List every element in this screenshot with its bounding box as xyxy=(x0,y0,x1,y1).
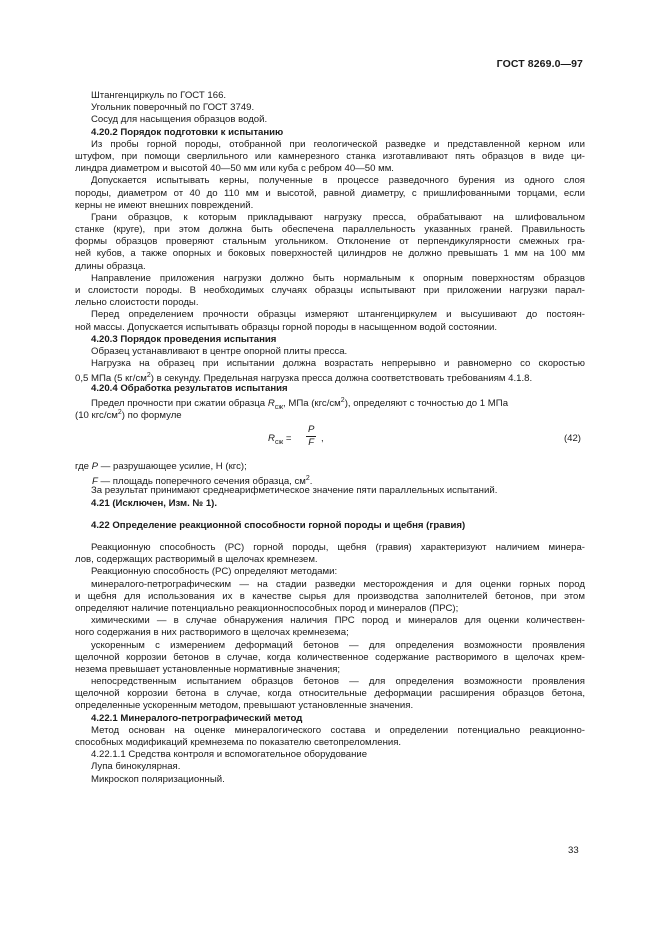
text-line: Перед определением прочности образцы измеряют штангенциркулем и высушивают до постоян- xyxy=(91,309,585,321)
text-line: ускоренным с измерением деформаций бетонов — для определения возможности проявления xyxy=(91,639,585,651)
equals-sign: = xyxy=(283,433,292,445)
text-line: Штангенциркуль по ГОСТ 166. xyxy=(91,90,227,101)
text-line: способных модификаций кремнезема по показателю светопреломления. xyxy=(75,737,402,748)
text-line xyxy=(75,395,585,411)
text-line: штуфом, при помощи сверлильного или камнерезного станка изготавливают пять образцов в виде ци- xyxy=(75,150,585,162)
text-fragment: — площадь поперечного сечения образца, см xyxy=(97,476,306,488)
section-heading: 4.20.4 Обработка результатов испытания xyxy=(91,382,288,394)
section-heading: 4.22.1 Минералого-петрографический метод xyxy=(91,712,303,724)
text-line xyxy=(75,461,585,473)
text-fragment: — разрушающее усилие, Н (кгс); xyxy=(98,461,247,473)
text-line: станке (круге), при этом должна быть обеспечена параллельность указанных граней. Правильность xyxy=(75,224,585,236)
text-line: Реакционную способность (РС) определяют методами: xyxy=(91,566,338,578)
fraction xyxy=(306,424,316,449)
variable: R xyxy=(267,397,275,409)
section-heading: 4.22 Определение реакционной способности горной породы и щебня (гравия) xyxy=(91,519,466,531)
subscript: сж xyxy=(274,438,284,446)
text-line: Лупа бинокулярная. xyxy=(91,761,181,773)
superscript: 2 xyxy=(117,408,122,416)
text-line: непосредственным испытанием образцов бетонов — для определения возможности проявления xyxy=(91,676,585,688)
text-line: керны не имеют внешних повреждений. xyxy=(75,199,254,211)
text-line: Грани образцов, к которым прикладывают нагрузку пресса, обрабатывают на шлифовальном xyxy=(91,211,585,223)
text-line: Образец устанавливают в центре опорной плиты пресса. xyxy=(91,345,348,357)
text-line: Из пробы горной породы, отобранной при геологической разведке и представленной керном или xyxy=(91,138,585,150)
text-line: 4.22.1.1 Средства контроля и вспомогательное оборудование xyxy=(91,749,368,761)
text-line: ней кубов, а также опорных и боковых поверхностей цилиндров не должно превышать 1 мм на 100 мм xyxy=(75,248,585,260)
text-fragment: , МПа (кгс/см xyxy=(283,397,341,409)
text-line: лельно слоистости породы. xyxy=(75,297,199,309)
document-header: ГОСТ 8269.0—97 xyxy=(496,58,583,70)
text-line: определяют наличие потенциально реакционноспособных пород и минералов (ПРС); xyxy=(75,602,459,614)
text-line: и щебня для использования их в качестве сырья для производства заполнителей бетонов, при этом xyxy=(75,590,585,602)
text-line: определенные ускоренным методом, превышают установленные значения. xyxy=(75,700,414,712)
text-fragment: (10 кгс/см xyxy=(75,410,118,422)
text-line: Метод основан на оценке минералогического состава и определении потенциально реакционно- xyxy=(91,724,585,736)
section-heading: 4.21 (Исключен, Изм. № 1). xyxy=(91,497,218,509)
text-fragment: где xyxy=(75,461,92,473)
text-fragment: . xyxy=(309,476,313,488)
text-line: Направление приложения нагрузки должно быть нормальным к опорным поверхностям образцов xyxy=(91,272,585,284)
text-line: длины образца. xyxy=(75,260,146,272)
text-line xyxy=(75,473,585,488)
section-heading: 4.20.3 Порядок проведения испытания xyxy=(91,333,277,345)
text-line: лов, содержащих растворимый в щелочах кремнезем. xyxy=(75,554,318,566)
variable: R xyxy=(268,433,275,445)
text-fragment: ) в секунду. Предельная нагрузка пресса должна соответствовать требованиям 4.1.8. xyxy=(150,373,533,385)
formula-lhs xyxy=(268,433,291,449)
superscript: 2 xyxy=(146,372,151,380)
text-fragment: ), определяют с точностью до 1 МПа xyxy=(344,397,509,409)
text-line: породы, диаметром от 40 до 110 мм и высотой, равной диаметру, с пришлифованными торцами, если xyxy=(75,187,585,199)
text-line: химическими — в случае обнаружения наличия ПРС пород и минералов для оценки количествен- xyxy=(91,615,585,627)
text-line: формы образцов проверяют стальным угольником. Отклонение от перпендикулярности смежных гра- xyxy=(75,236,585,248)
formula-comma: , xyxy=(321,433,324,445)
subscript: сж xyxy=(274,403,284,411)
superscript: 2 xyxy=(305,475,310,483)
variable: F xyxy=(92,476,98,488)
text-line: минералого-петрографическим — на стадии разведки месторождения и для оценки горных пород xyxy=(91,578,585,590)
text-line: линдра диаметром и высотой 40—50 мм или куба с ребром 40—50 мм. xyxy=(75,163,394,175)
text-line: щелочной коррозии бетона в случае, когда относительные деформации расширения образцов бетона, xyxy=(75,688,585,700)
text-fragment: Предел прочности при сжатии образца xyxy=(91,397,268,409)
text-fragment: 0,5 МПа (5 кг/см xyxy=(75,373,147,385)
text-line: Микроскоп поляризационный. xyxy=(91,773,225,785)
text-line: ной массы. Допускается испытывать образцы горной породы в насыщенном водой состоянии. xyxy=(75,321,498,333)
text-line: незема превышает установленные нормативные значения; xyxy=(75,663,341,675)
text-line: и слоистости породы. В необходимых случаях образцы испытывают при приложении нагрузки парал- xyxy=(75,285,585,296)
text-line: Реакционную способность (РС) горной породы, щебня (гравия) характеризуют наличием минера- xyxy=(91,542,585,553)
text-line: Допускается испытывать керны, полученные в процессе разведочного бурения из одного слоя xyxy=(91,175,585,187)
denominator: F xyxy=(308,437,315,449)
document-body xyxy=(75,90,585,786)
superscript: 2 xyxy=(340,396,345,404)
text-line: За результат принимают среднеарифметическое значение пяти параллельных испытаний. xyxy=(91,485,498,497)
text-line: Угольник поверочный по ГОСТ 3749. xyxy=(91,102,255,114)
text-fragment: ) по формуле xyxy=(121,410,182,422)
section-heading: 4.20.2 Порядок подготовки к испытанию xyxy=(91,126,284,138)
variable: P xyxy=(91,461,99,473)
page-number: 33 xyxy=(568,845,579,856)
text-line: ного содержания в них растворимого в щелочах кремнезема; xyxy=(75,627,349,639)
text-line: Сосуд для насыщения образцов водой. xyxy=(91,114,268,126)
text-line: Нагрузка на образец при испытании должна возрастать непрерывно и равномерно со скоростью xyxy=(91,358,585,370)
numerator: P xyxy=(308,424,315,436)
equation-number: (42) xyxy=(563,433,581,445)
formula-42 xyxy=(75,423,585,457)
text-line: щелочной коррозии бетонов в случае, когда количественное содержание растворимого в щелочах крем- xyxy=(75,651,585,663)
text-line xyxy=(75,370,585,385)
